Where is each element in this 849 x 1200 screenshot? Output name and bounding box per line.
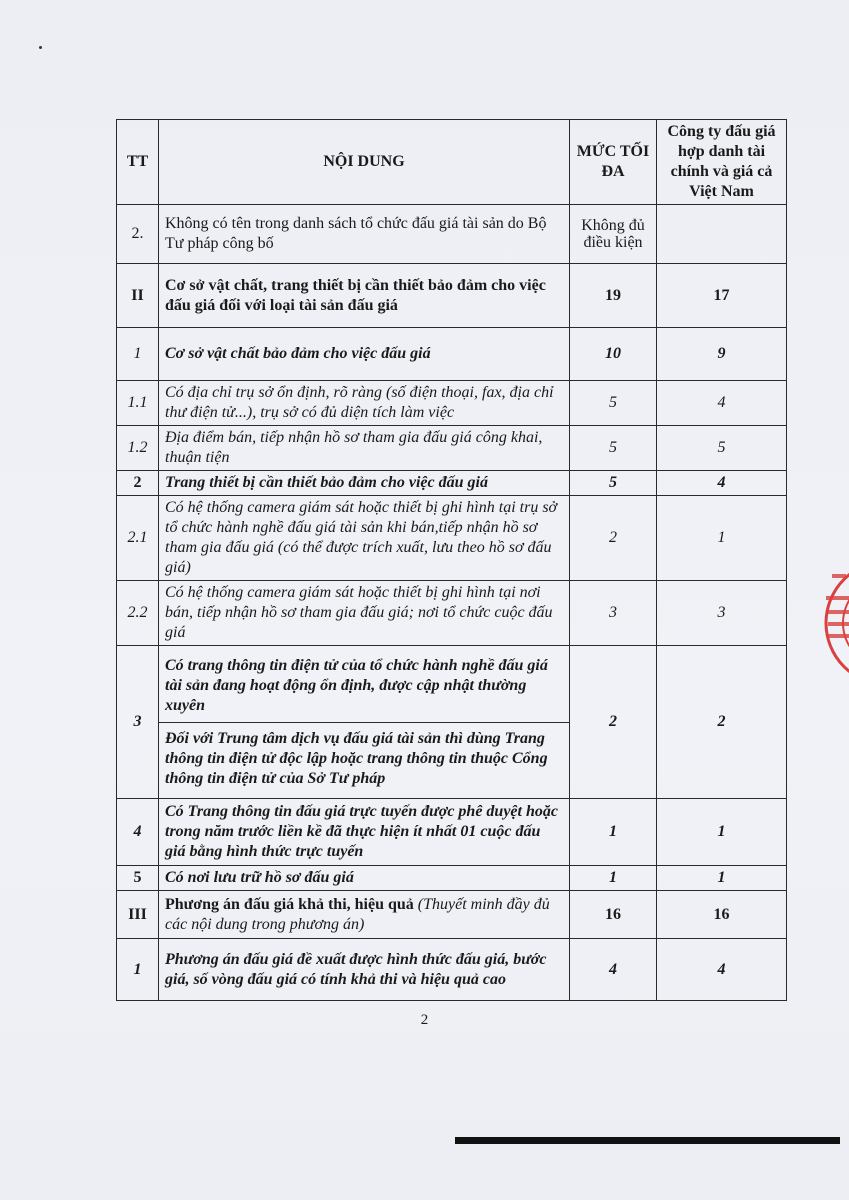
row-max: 2 (570, 496, 657, 581)
row-content: Có nơi lưu trữ hồ sơ đấu giá (159, 866, 570, 891)
red-seal-stamp (818, 548, 849, 698)
row-score: 4 (657, 939, 787, 1001)
row-max: 5 (570, 471, 657, 496)
row-content: Không có tên trong danh sách tổ chức đấu giá tài sản do Bộ Tư pháp công bố (159, 205, 570, 264)
row-score (657, 205, 787, 264)
row-score: 3 (657, 581, 787, 646)
row-score: 16 (657, 891, 787, 939)
table-row (117, 646, 787, 799)
scan-speck (39, 46, 42, 49)
table-row (117, 205, 787, 264)
row-content: Có trang thông tin điện tử của tổ chức hành nghề đấu giá tài sản đang hoạt động ổn định, được cập nhật thường xuyên (159, 650, 569, 723)
table-row (117, 426, 787, 471)
row-content-alt: Đối với Trung tâm dịch vụ đấu giá tài sản thì dùng Trang thông tin điện tử độc lập hoặc trang thông tin thuộc Cổng thông tin điện tử của Sở Tư pháp (165, 729, 548, 787)
row-tt: 2 (117, 471, 159, 496)
row-content: Địa điểm bán, tiếp nhận hồ sơ tham gia đấu giá công khai, thuận tiện (159, 426, 570, 471)
row-score: 4 (657, 471, 787, 496)
row-score: 1 (657, 866, 787, 891)
row-tt: II (117, 264, 159, 328)
row-tt: 2.2 (117, 581, 159, 646)
page-number: 2 (420, 1012, 429, 1028)
row-content-cell (159, 891, 570, 939)
row-max: 1 (570, 799, 657, 866)
table-row (117, 866, 787, 891)
row-content: Có Trang thông tin đấu giá trực tuyến được phê duyệt hoặc trong năm trước liền kề đã thực hiện ít nhất 01 cuộc đấu giá bằng hình thức trực tuyến (159, 799, 570, 866)
row-score: 17 (657, 264, 787, 328)
table-row (117, 939, 787, 1001)
row-max: Không đủ điều kiện (570, 205, 657, 264)
row-tt: 5 (117, 866, 159, 891)
row-content: Phương án đấu giá đề xuất được hình thức đấu giá, bước giá, số vòng đấu giá có tính khả thi và hiệu quả cao (159, 939, 570, 1001)
row-content-split (159, 646, 570, 799)
row-max: 3 (570, 581, 657, 646)
row-score: 9 (657, 328, 787, 381)
table-row (117, 471, 787, 496)
row-max: 5 (570, 381, 657, 426)
table-row (117, 381, 787, 426)
scan-edge-line (455, 1137, 840, 1144)
scoring-table (116, 119, 787, 1001)
row-score: 2 (657, 646, 787, 799)
row-tt: 4 (117, 799, 159, 866)
row-max: 19 (570, 264, 657, 328)
row-tt: 2. (117, 205, 159, 264)
row-max: 1 (570, 866, 657, 891)
table-row (117, 496, 787, 581)
table-row (117, 581, 787, 646)
row-tt: 1.1 (117, 381, 159, 426)
row-tt: 3 (117, 646, 159, 799)
row-content: Phương án đấu giá khả thi, hiệu quả (165, 895, 414, 913)
row-max: 4 (570, 939, 657, 1001)
row-tt: III (117, 891, 159, 939)
row-score: 1 (657, 799, 787, 866)
table-row (117, 799, 787, 866)
row-content: Trang thiết bị cần thiết bảo đảm cho việc đấu giá (159, 471, 570, 496)
row-max: 16 (570, 891, 657, 939)
row-score: 5 (657, 426, 787, 471)
row-content: Cơ sở vật chất, trang thiết bị cần thiết bảo đảm cho việc đấu giá đối với loại tài sản đấu giá (159, 264, 570, 328)
row-max: 5 (570, 426, 657, 471)
row-max: 2 (570, 646, 657, 799)
header-row (117, 120, 787, 205)
row-content: Cơ sở vật chất bảo đảm cho việc đấu giá (159, 328, 570, 381)
table-row (117, 264, 787, 328)
row-score: 4 (657, 381, 787, 426)
row-tt: 1.2 (117, 426, 159, 471)
row-tt: 2.1 (117, 496, 159, 581)
row-content: Có hệ thống camera giám sát hoặc thiết bị ghi hình tại trụ sở tổ chức hành nghề đấu giá tài sản khi bán,tiếp nhận hồ sơ tham gia đấu giá (có thể được trích xuất, lưu theo hồ sơ đấu giá) (159, 496, 570, 581)
header-tt: TT (117, 120, 159, 205)
row-max: 10 (570, 328, 657, 381)
row-score: 1 (657, 496, 787, 581)
header-content: NỘI DUNG (159, 120, 570, 205)
row-content: Có hệ thống camera giám sát hoặc thiết bị ghi hình tại nơi bán, tiếp nhận hồ sơ tham gia đấu giá; nơi tổ chức cuộc đấu giá (159, 581, 570, 646)
header-max: MỨC TỐI ĐA (570, 120, 657, 205)
header-company: Công ty đấu giá hợp danh tài chính và giá cả Việt Nam (657, 120, 787, 205)
row-content: Có địa chỉ trụ sở ổn định, rõ ràng (số điện thoại, fax, địa chỉ thư điện tử...), trụ sở có đủ diện tích làm việc (159, 381, 570, 426)
row-content-note: (Thuyết minh đầy đủ các nội dung trong phương án) (165, 895, 550, 933)
row-tt: 1 (117, 939, 159, 1001)
row-tt: 1 (117, 328, 159, 381)
table-row (117, 328, 787, 381)
table-row (117, 891, 787, 939)
